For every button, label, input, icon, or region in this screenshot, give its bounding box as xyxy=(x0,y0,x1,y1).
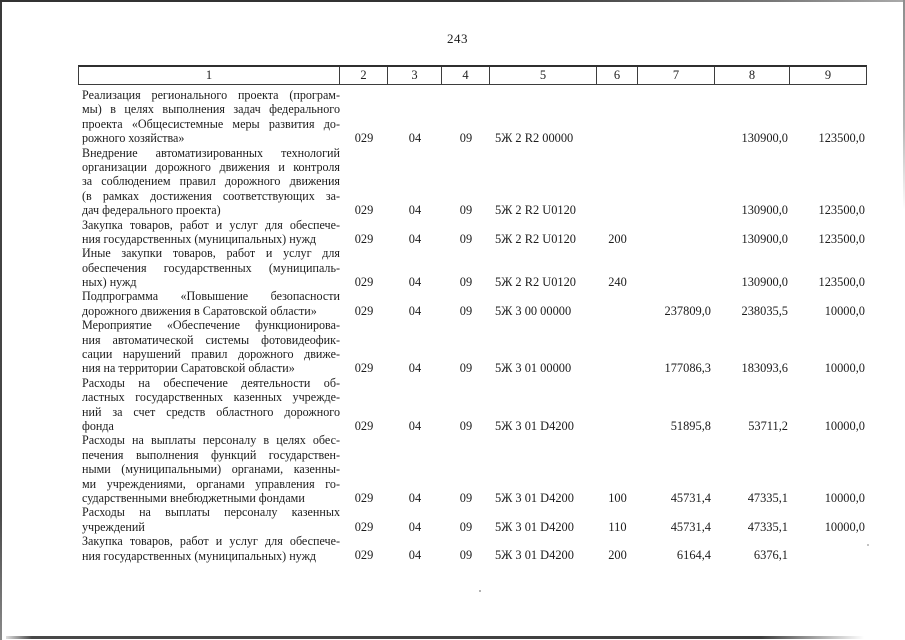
cell-amount-col9: 10000,0 xyxy=(824,490,865,505)
table-row xyxy=(78,246,867,289)
label-line: Расходы на выплаты персоналу в целях обес- xyxy=(82,433,340,448)
cell-grbs-code: 029 xyxy=(354,131,374,146)
label-line: организации дорожного движения и контроля xyxy=(82,159,340,174)
cell-target-article: 5Ж 3 00 00000 xyxy=(495,303,572,318)
cell-expense-type: 100 xyxy=(608,490,627,505)
cell-target-article: 5Ж 2 R2 00000 xyxy=(495,131,574,146)
cell-amount-col8: 130900,0 xyxy=(741,231,788,246)
table-row xyxy=(78,146,867,218)
label-line: Закупка товаров, работ и услуг для обеспече- xyxy=(82,217,340,232)
label-line: ния государственных (муниципальных) нужд xyxy=(82,548,317,563)
row-label xyxy=(78,505,340,534)
row-label xyxy=(78,534,340,563)
header-cell-6: 6 xyxy=(597,67,638,84)
cell-grbs-code: 029 xyxy=(354,548,374,563)
cell-target-article: 5Ж 2 R2 U0120 xyxy=(495,231,576,246)
cell-amount-col9: 10000,0 xyxy=(824,418,865,433)
header-cell-1: 1 xyxy=(79,67,340,84)
cell-amount-col8: 130900,0 xyxy=(741,203,788,218)
cell-subsection-code: 09 xyxy=(459,131,473,146)
label-line: ний за счет средств областного дорожного xyxy=(82,404,340,419)
label-line: Внедрение автоматизированных технологий xyxy=(82,145,340,160)
cell-expense-type: 200 xyxy=(608,548,627,563)
page-number: 243 xyxy=(447,31,468,46)
cell-amount-col9: 10000,0 xyxy=(824,361,865,376)
row-label xyxy=(78,146,340,218)
label-line: за соблюдением правил дорожного движения xyxy=(82,174,340,189)
page-border-top xyxy=(0,0,905,2)
cell-target-article: 5Ж 3 01 D4200 xyxy=(495,548,574,563)
label-line: ных) нужд xyxy=(82,275,137,290)
row-label xyxy=(78,88,340,146)
header-cell-8: 8 xyxy=(715,67,790,84)
cell-section-code: 04 xyxy=(408,131,422,146)
scan-speck xyxy=(479,590,481,592)
cell-subsection-code: 09 xyxy=(459,231,473,246)
cell-amount-col8: 130900,0 xyxy=(741,131,788,146)
table-row xyxy=(78,318,867,376)
header-cell-4: 4 xyxy=(442,67,490,84)
cell-section-code: 04 xyxy=(408,490,422,505)
label-line: ми учреждениями, органами управления го- xyxy=(82,476,340,491)
label-line: фонда xyxy=(82,418,114,433)
label-line: Реализация регионального проекта (програм- xyxy=(82,88,340,102)
cell-expense-type: 240 xyxy=(608,275,627,290)
cell-subsection-code: 09 xyxy=(459,361,473,376)
table-row xyxy=(78,534,867,563)
cell-amount-col7: 6164,4 xyxy=(676,548,711,563)
cell-grbs-code: 029 xyxy=(354,361,374,376)
cell-amount-col9: 10000,0 xyxy=(824,519,865,534)
row-label xyxy=(78,246,340,289)
header-cell-2: 2 xyxy=(340,67,388,84)
label-line: ными (муниципальными) органами, казенны- xyxy=(82,462,340,477)
cell-target-article: 5Ж 3 01 D4200 xyxy=(495,490,574,505)
label-line: Расходы на выплаты персоналу казенных xyxy=(82,505,340,520)
cell-subsection-code: 09 xyxy=(459,203,473,218)
cell-amount-col9: 123500,0 xyxy=(818,231,865,246)
cell-amount-col9: 123500,0 xyxy=(818,275,865,290)
cell-amount-col8: 238035,5 xyxy=(741,303,788,318)
table-row xyxy=(78,376,867,434)
label-line: ния автоматической системы фотовидеофик- xyxy=(82,332,340,347)
cell-subsection-code: 09 xyxy=(459,548,473,563)
cell-target-article: 5Ж 3 01 D4200 xyxy=(495,418,574,433)
label-line: Расходы на обеспечение деятельности об- xyxy=(82,375,340,390)
cell-grbs-code: 029 xyxy=(354,275,374,290)
label-line: ластных государственных казенных учрежде- xyxy=(82,390,340,405)
cell-grbs-code: 029 xyxy=(354,303,374,318)
table-body xyxy=(78,88,867,563)
label-line: Подпрограмма «Повышение безопасности xyxy=(82,289,340,304)
label-line: дач федерального проекта) xyxy=(82,203,221,218)
header-cell-5: 5 xyxy=(490,67,597,84)
cell-section-code: 04 xyxy=(408,519,422,534)
cell-section-code: 04 xyxy=(408,275,422,290)
label-line: сударственными внебюджетными фондами xyxy=(82,490,305,505)
label-line: Мероприятие «Обеспечение функционирова- xyxy=(82,318,340,333)
cell-amount-col8: 183093,6 xyxy=(741,361,788,376)
cell-section-code: 04 xyxy=(408,203,422,218)
cell-grbs-code: 029 xyxy=(354,203,374,218)
row-label xyxy=(78,318,340,376)
header-cell-3: 3 xyxy=(388,67,442,84)
cell-subsection-code: 09 xyxy=(459,303,473,318)
label-line: учреждений xyxy=(82,519,145,534)
cell-amount-col7: 237809,0 xyxy=(664,303,711,318)
table-row xyxy=(78,289,867,318)
label-line: мы) в целях выполнения задач федерального xyxy=(82,102,340,117)
cell-target-article: 5Ж 3 01 D4200 xyxy=(495,519,574,534)
label-line: рожного хозяйства» xyxy=(82,131,185,146)
cell-section-code: 04 xyxy=(408,231,422,246)
cell-grbs-code: 029 xyxy=(354,231,374,246)
cell-amount-col8: 47335,1 xyxy=(747,490,788,505)
cell-amount-col9: 123500,0 xyxy=(818,131,865,146)
budget-table xyxy=(78,65,867,563)
cell-amount-col8: 47335,1 xyxy=(747,519,788,534)
cell-amount-col7: 45731,4 xyxy=(670,519,711,534)
table-row xyxy=(78,88,867,146)
label-line: сации нарушений правил дорожного движе- xyxy=(82,347,340,362)
page-border-left xyxy=(0,0,2,640)
cell-amount-col9: 123500,0 xyxy=(818,203,865,218)
cell-target-article: 5Ж 2 R2 U0120 xyxy=(495,275,576,290)
header-cell-7: 7 xyxy=(638,67,715,84)
cell-target-article: 5Ж 2 R2 U0120 xyxy=(495,203,576,218)
cell-section-code: 04 xyxy=(408,303,422,318)
cell-amount-col8: 53711,2 xyxy=(748,418,788,433)
cell-subsection-code: 09 xyxy=(459,418,473,433)
label-line: дорожного движения в Саратовской области» xyxy=(82,303,317,318)
cell-expense-type: 200 xyxy=(608,231,627,246)
cell-section-code: 04 xyxy=(408,418,422,433)
cell-amount-col8: 6376,1 xyxy=(753,548,788,563)
cell-grbs-code: 029 xyxy=(354,418,374,433)
cell-subsection-code: 09 xyxy=(459,519,473,534)
cell-grbs-code: 029 xyxy=(354,490,374,505)
cell-subsection-code: 09 xyxy=(459,275,473,290)
row-label xyxy=(78,433,340,505)
cell-amount-col8: 130900,0 xyxy=(741,275,788,290)
label-line: печения выполнения функций государствен- xyxy=(82,447,340,462)
cell-amount-col7: 45731,4 xyxy=(670,490,711,505)
table-row xyxy=(78,505,867,534)
label-line: Закупка товаров, работ и услуг для обеспече- xyxy=(82,534,340,549)
label-line: (в рамках достижения соответствующих за- xyxy=(82,188,340,203)
page-border-bottom xyxy=(6,636,864,639)
label-line: проекта «Общесистемные меры развития до- xyxy=(82,116,340,131)
label-line: обеспечения государственных (муниципаль- xyxy=(82,260,340,275)
row-label xyxy=(78,289,340,318)
cell-amount-col7: 51895,8 xyxy=(670,418,711,433)
label-line: ния государственных (муниципальных) нужд xyxy=(82,231,317,246)
cell-target-article: 5Ж 3 01 00000 xyxy=(495,361,572,376)
row-label xyxy=(78,218,340,247)
table-header-row xyxy=(78,65,867,85)
cell-subsection-code: 09 xyxy=(459,490,473,505)
table-row xyxy=(78,433,867,505)
cell-expense-type: 110 xyxy=(608,519,627,534)
cell-amount-col9: 10000,0 xyxy=(824,303,865,318)
cell-amount-col7: 177086,3 xyxy=(664,361,711,376)
label-line: ния на территории Саратовской области» xyxy=(82,361,295,376)
table-row xyxy=(78,218,867,247)
cell-section-code: 04 xyxy=(408,361,422,376)
row-label xyxy=(78,376,340,434)
header-cell-9: 9 xyxy=(824,68,832,82)
cell-grbs-code: 029 xyxy=(354,519,374,534)
label-line: Иные закупки товаров, работ и услуг для xyxy=(82,246,340,261)
scan-speck xyxy=(867,544,869,546)
cell-section-code: 04 xyxy=(408,548,422,563)
